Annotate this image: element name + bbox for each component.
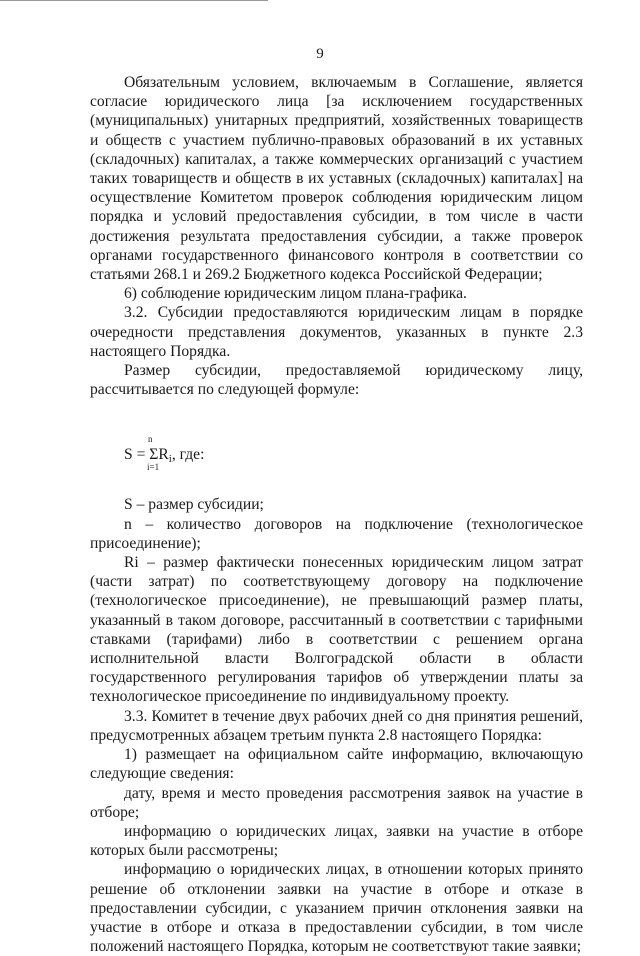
paragraph: 3.2. Субсидии предоставляются юридическим лицам в порядке очередности представления документов, указанных в пункте 2.3 настоящего Порядка. bbox=[90, 304, 583, 360]
paragraph: S – размер субсидии; bbox=[124, 496, 264, 514]
ri-text: – размер фактически понесенных юридическим лицом затрат (части затрат) по соответствующему договору на подключение (технологическое присоединение), не превышающий размер платы, указанный в таком договоре, рассчитанный в соответствии с тарифными ставками (тарифами) либо в соответствии с решением органа исполнительной власти Волгоградской области в области государственного регулирования тарифов об утверждении платы за технологическое присоединение по индивидуальному проекту. bbox=[90, 554, 583, 706]
paragraph: информацию о юридических лицах, в отношении которых принято решение об отклонении заявки на участие в отборе и отказе в предоставлении субсидии, с указанием причин отклонения заявки на участие в отборе и отказа в предоставлении субсидии, в том числе положений настоящего Порядка, которым не соответствуют такие заявки; bbox=[90, 861, 583, 956]
paragraph: Размер субсидии, предоставляемой юридическому лицу, рассчитывается по следующей формуле: bbox=[90, 362, 583, 399]
paragraph: n – количество договоров на подключение (технологическое присоединение); bbox=[90, 515, 583, 552]
page-number: 9 bbox=[316, 46, 324, 62]
paragraph: дату, время и место проведения рассмотрения заявок на участие в отборе; bbox=[90, 784, 583, 821]
ri-symbol: R bbox=[124, 554, 135, 572]
formula-lhs: S = bbox=[124, 446, 150, 464]
paragraph: информацию о юридических лицах, заявки на участие в отборе которых были рассмотрены; bbox=[90, 822, 583, 860]
paragraph: Обязательным условием, включаемым в Соглашение, является согласие юридического лица [за исключением государственных (муниципальных) унитарных предприятий, хозяйственных товариществ и обществ с участием публично-правовых образований в их уставных (складочных) капиталах, а также коммерческих организаций с участием таких товариществ и обществ в их уставных (складочных) капиталах] на осуществление Комитетом проверок соблюдения юридическим лицом порядка и условий предоставления субсидии, в том числе в части достижения результата предоставления субсидии, а также проверок органами государственного финансового контроля в соответствии со статьями 268.1 и 269.2 Бюджетного кодекса Российской Федерации; bbox=[90, 74, 583, 284]
formula bbox=[124, 433, 583, 473]
ri-definition bbox=[90, 553, 583, 707]
paragraph: 6) соблюдение юридическим лицом плана-графика. bbox=[124, 285, 467, 303]
document-body bbox=[90, 73, 583, 956]
formula-lower-limit: i=1 bbox=[147, 462, 160, 473]
formula-suffix: , где: bbox=[171, 446, 205, 464]
formula-expression bbox=[124, 445, 204, 469]
formula-upper-limit: n bbox=[148, 434, 153, 445]
top-rule bbox=[0, 0, 268, 1]
paragraph: 1) размещает на официальном сайте информацию, включающую следующие сведения: bbox=[90, 746, 583, 783]
paragraph: 3.3. Комитет в течение двух рабочих дней со дня принятия решений, предусмотренных абзацем третьим пункта 2.8 настоящего Порядка: bbox=[90, 707, 583, 744]
formula-sigma: Σ bbox=[149, 446, 159, 464]
formula-term-index: i bbox=[168, 453, 172, 466]
ri-index: i bbox=[134, 554, 139, 572]
formula-term: R bbox=[158, 446, 169, 464]
